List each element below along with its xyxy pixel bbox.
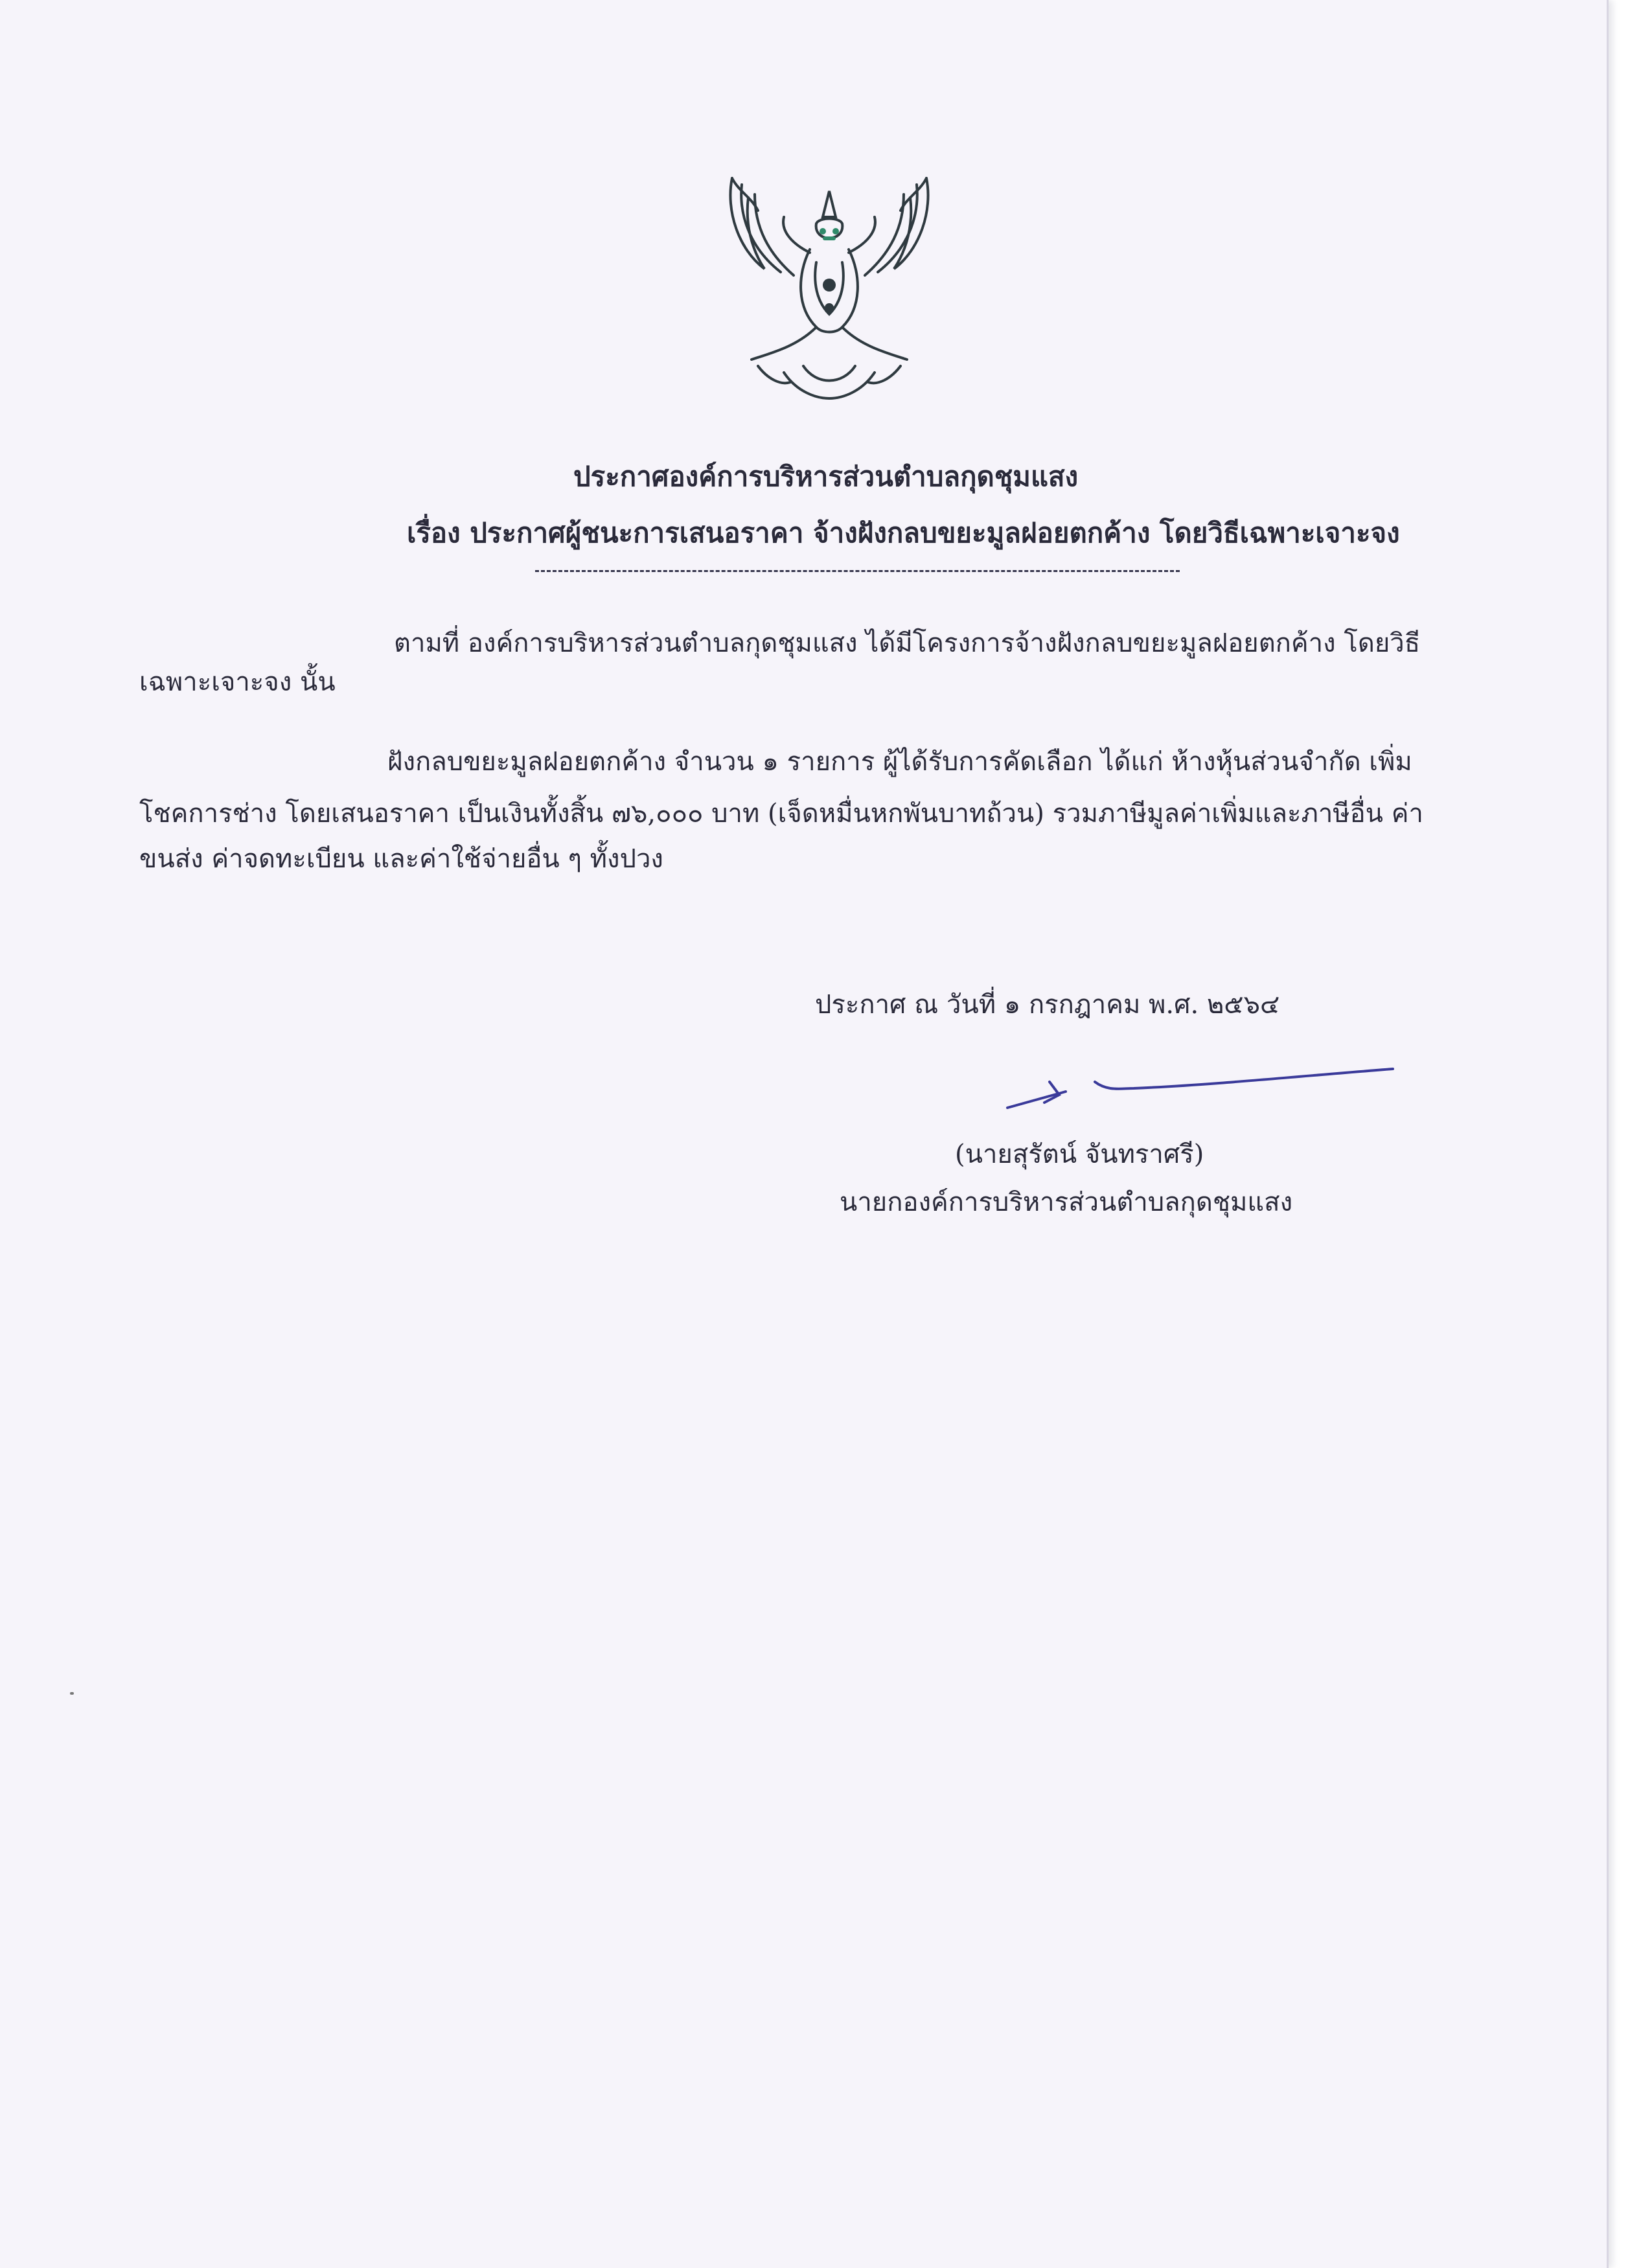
signer-position: นายกองค์การบริหารส่วนตำบลกุดชุมแสง	[840, 1187, 1293, 1217]
garuda-emblem-icon	[719, 172, 939, 405]
signer-name: (นายสุรัตน์ จันทราศรี)	[955, 1140, 1204, 1169]
announcement-title: ประกาศองค์การบริหารส่วนตำบลกุดชุมแสง	[573, 461, 1079, 492]
paragraph2-line1: ฝังกลบขยะมูลฝอยตกค้าง จำนวน ๑ รายการ ผู้ได้รับการคัดเลือก ได้แก่ ห้างหุ้นส่วนจำกัด เพิ่ม	[387, 747, 1412, 777]
paragraph2-line3: ขนส่ง ค่าจดทะเบียน และค่าใช้จ่ายอื่น ๆ ทั้งปวง	[139, 844, 663, 874]
paragraph1-line1: ตามที่ องค์การบริหารส่วนตำบลกุดชุมแสง ได้มีโครงการจ้างฝังกลบขยะมูลฝอยตกค้าง โดยวิธี	[394, 628, 1421, 658]
announce-date: ประกาศ ณ วันที่ ๑ กรกฎาคม พ.ศ. ๒๕๖๔	[815, 990, 1280, 1020]
paragraph2-line2: โชคการช่าง โดยเสนอราคา เป็นเงินทั้งสิ้น ๗๖,๐๐๐ บาท (เจ็ดหมื่นหกพันบาทถ้วน) รวมภาษีมูลค่าเพิ่มและภาษีอื่น ค่า	[139, 799, 1423, 829]
signature-mark	[1004, 1056, 1406, 1121]
scan-speck	[70, 1692, 74, 1695]
paragraph1-line2: เฉพาะเจาะจง นั้น	[139, 667, 336, 697]
title-divider	[535, 570, 1180, 572]
announcement-subject: เรื่อง ประกาศผู้ชนะการเสนอราคา จ้างฝังกลบขยะมูลฝอยตกค้าง โดยวิธีเฉพาะเจาะจง	[407, 517, 1400, 549]
